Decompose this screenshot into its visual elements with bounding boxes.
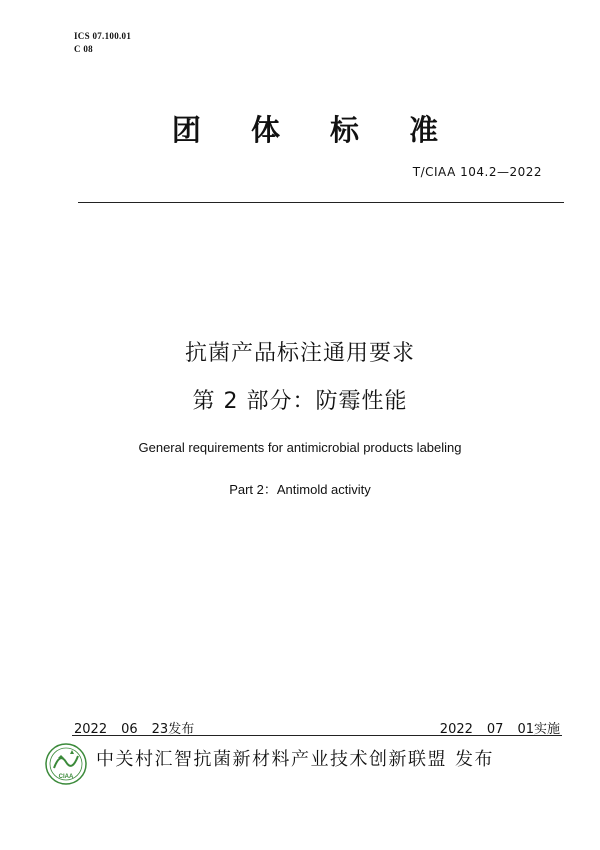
bottom-divider [72,735,562,736]
ccs-code: C 08 [74,44,93,54]
ics-classification [74,30,131,56]
implement-year: 2022 [439,722,473,737]
release-label: 发布 [168,722,195,737]
logo-lettering: CIAA [58,774,74,780]
standard-type-heading: 团 体 标 准 [171,113,459,147]
publisher-action: 发布 [455,749,494,770]
publisher-line [96,745,494,771]
implement-month: 07 [486,722,504,737]
title-english-part: Part 2：Antimold activity [229,482,371,497]
title-chinese-main: 抗菌产品标注通用要求 [184,341,415,366]
standard-code: T/CIAA 104.2—2022 [412,165,542,179]
implement-label: 实施 [533,722,560,737]
ics-code: ICS 07.100.01 [74,31,132,41]
title-chinese-part: 第 2 部分：防霉性能 [192,389,408,414]
title-english-main: General requirements for antimicrobial products labeling [138,440,462,455]
release-month: 06 [121,722,138,737]
publisher-name: 中关村汇智抗菌新材料产业技术创新联盟 [96,749,447,770]
release-year: 2022 [74,722,108,737]
implement-day: 01 [517,722,534,737]
alliance-logo-icon [44,742,88,786]
release-day: 23 [151,722,169,737]
top-divider [78,202,564,203]
